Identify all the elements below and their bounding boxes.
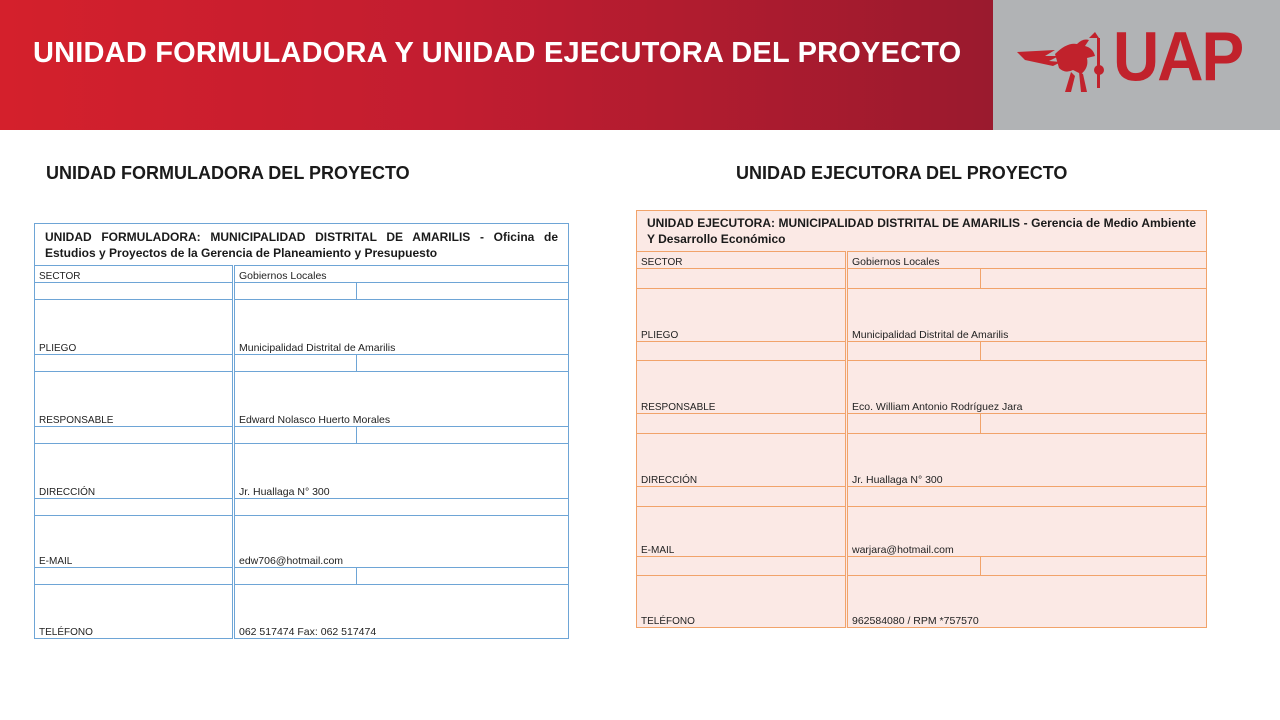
row-value: Gobiernos Locales [847, 252, 1207, 269]
formuladora-caption [35, 224, 569, 266]
row-value: Jr. Huallaga N° 300 [847, 434, 1207, 487]
row-value: 062 517474 Fax: 062 517474 [234, 585, 569, 639]
row-value: Jr. Huallaga N° 300 [234, 444, 569, 499]
row-label: RESPONSABLE [637, 361, 847, 414]
ejecutora-caption-value: MUNICIPALIDAD DISTRITAL DE AMARILIS [778, 216, 1021, 230]
ejecutora-section-title: UNIDAD EJECUTORA DEL PROYECTO [736, 163, 1068, 183]
table-row [35, 516, 569, 568]
row-value: 962584080 / RPM *757570 [847, 576, 1207, 628]
page-title: UNIDAD FORMULADORA Y UNIDAD EJECUTORA DEL PROYECTO [33, 37, 962, 69]
row-value: Gobiernos Locales [234, 266, 569, 283]
table-row [637, 289, 1207, 342]
table-row [637, 507, 1207, 557]
formuladora-caption-value: MUNICIPALIDAD DISTRITAL DE AMARILIS [210, 229, 471, 244]
table-row [35, 300, 569, 355]
table-row [35, 372, 569, 427]
ejecutora-caption [637, 211, 1207, 252]
row-label: DIRECCIÓN [35, 444, 234, 499]
row-value: Eco. William Antonio Rodríguez Jara [847, 361, 1207, 414]
row-value: Municipalidad Distrital de Amarilis [847, 289, 1207, 342]
row-value: warjara@hotmail.com [847, 507, 1207, 557]
table-row [35, 585, 569, 639]
table-row [35, 266, 569, 283]
formuladora-caption-detail: - Oficina de Estudios y Proyectos de la Gerencia de Planeamiento y Presupuesto [45, 229, 559, 260]
row-value: edw706@hotmail.com [234, 516, 569, 568]
ejecutora-caption-label: UNIDAD EJECUTORA: [647, 216, 775, 230]
table-row [637, 252, 1207, 269]
row-label: PLIEGO [35, 300, 234, 355]
row-label: E-MAIL [637, 507, 847, 557]
row-value: Edward Nolasco Huerto Morales [234, 372, 569, 427]
row-label: DIRECCIÓN [637, 434, 847, 487]
bird-emblem-icon [1015, 30, 1115, 98]
formuladora-section-title: UNIDAD FORMULADORA DEL PROYECTO [46, 163, 410, 183]
row-value: Municipalidad Distrital de Amarilis [234, 300, 569, 355]
uap-logo [993, 0, 1280, 130]
uap-logo-text: UAP [1113, 17, 1243, 96]
row-label: SECTOR [637, 252, 847, 269]
row-label: SECTOR [35, 266, 234, 283]
row-label: TELÉFONO [35, 585, 234, 639]
table-row [35, 444, 569, 499]
header-banner [0, 0, 1280, 130]
row-label: RESPONSABLE [35, 372, 234, 427]
formuladora-table [34, 223, 569, 639]
row-label: PLIEGO [637, 289, 847, 342]
row-label: TELÉFONO [637, 576, 847, 628]
row-label: E-MAIL [35, 516, 234, 568]
formuladora-caption-label: UNIDAD FORMULADORA: [45, 229, 201, 244]
ejecutora-caption-detail: - Gerencia de Medio Ambiente Y Desarrollo Económico [647, 216, 1197, 246]
ejecutora-table [636, 210, 1207, 628]
table-row [637, 361, 1207, 414]
table-row [637, 576, 1207, 628]
table-row [637, 434, 1207, 487]
